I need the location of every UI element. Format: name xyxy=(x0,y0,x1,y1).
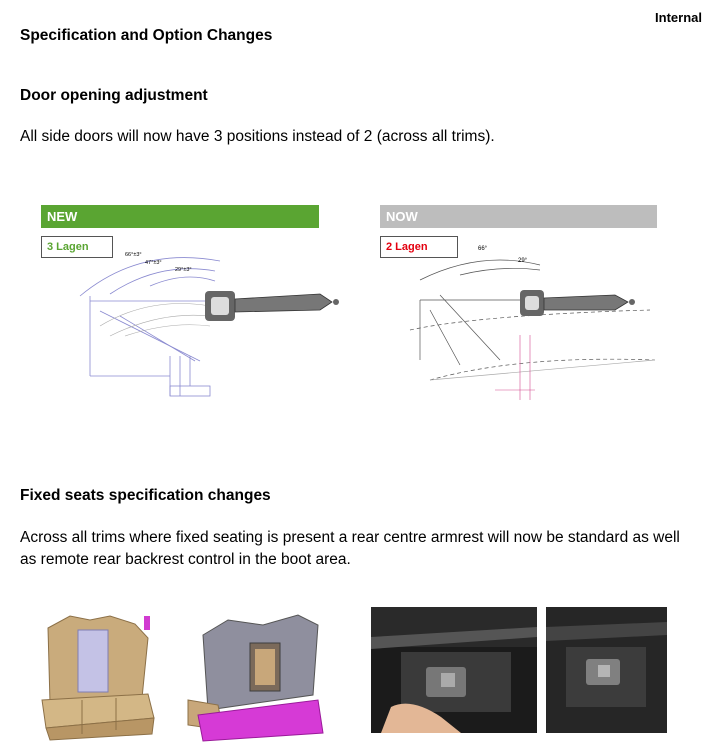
door-section-body: All side doors will now have 3 positions instead of 2 (across all trims). xyxy=(20,128,495,145)
now-positions-label: 2 Lagen xyxy=(380,236,458,258)
now-angle-1: 66° xyxy=(478,246,488,252)
new-angle-3: 29°±3° xyxy=(175,267,192,273)
now-banner: NOW xyxy=(380,205,657,228)
boot-backrest-control-photo-1 xyxy=(371,607,537,733)
seats-section-body: Across all trims where fixed seating is present a rear centre armrest will now be standard as well as remote rear backrest control in the boot area. xyxy=(20,529,680,568)
rear-seat-armrest-image xyxy=(30,608,160,742)
new-angle-2: 47°±3° xyxy=(145,260,162,266)
new-angle-1: 66°±3° xyxy=(125,252,142,258)
now-angle-2: 29° xyxy=(518,258,528,264)
seats-section-heading: Fixed seats specification changes xyxy=(20,487,271,504)
rear-seat-back-image xyxy=(178,605,328,742)
page-title: Specification and Option Changes xyxy=(20,27,273,44)
classification-label: Internal xyxy=(655,10,702,25)
new-door-diagram xyxy=(70,236,350,406)
new-banner: NEW xyxy=(41,205,319,228)
door-section-heading: Door opening adjustment xyxy=(20,87,208,104)
boot-backrest-control-photo-2 xyxy=(546,607,667,733)
now-door-diagram xyxy=(400,240,660,410)
new-positions-label: 3 Lagen xyxy=(41,236,113,258)
